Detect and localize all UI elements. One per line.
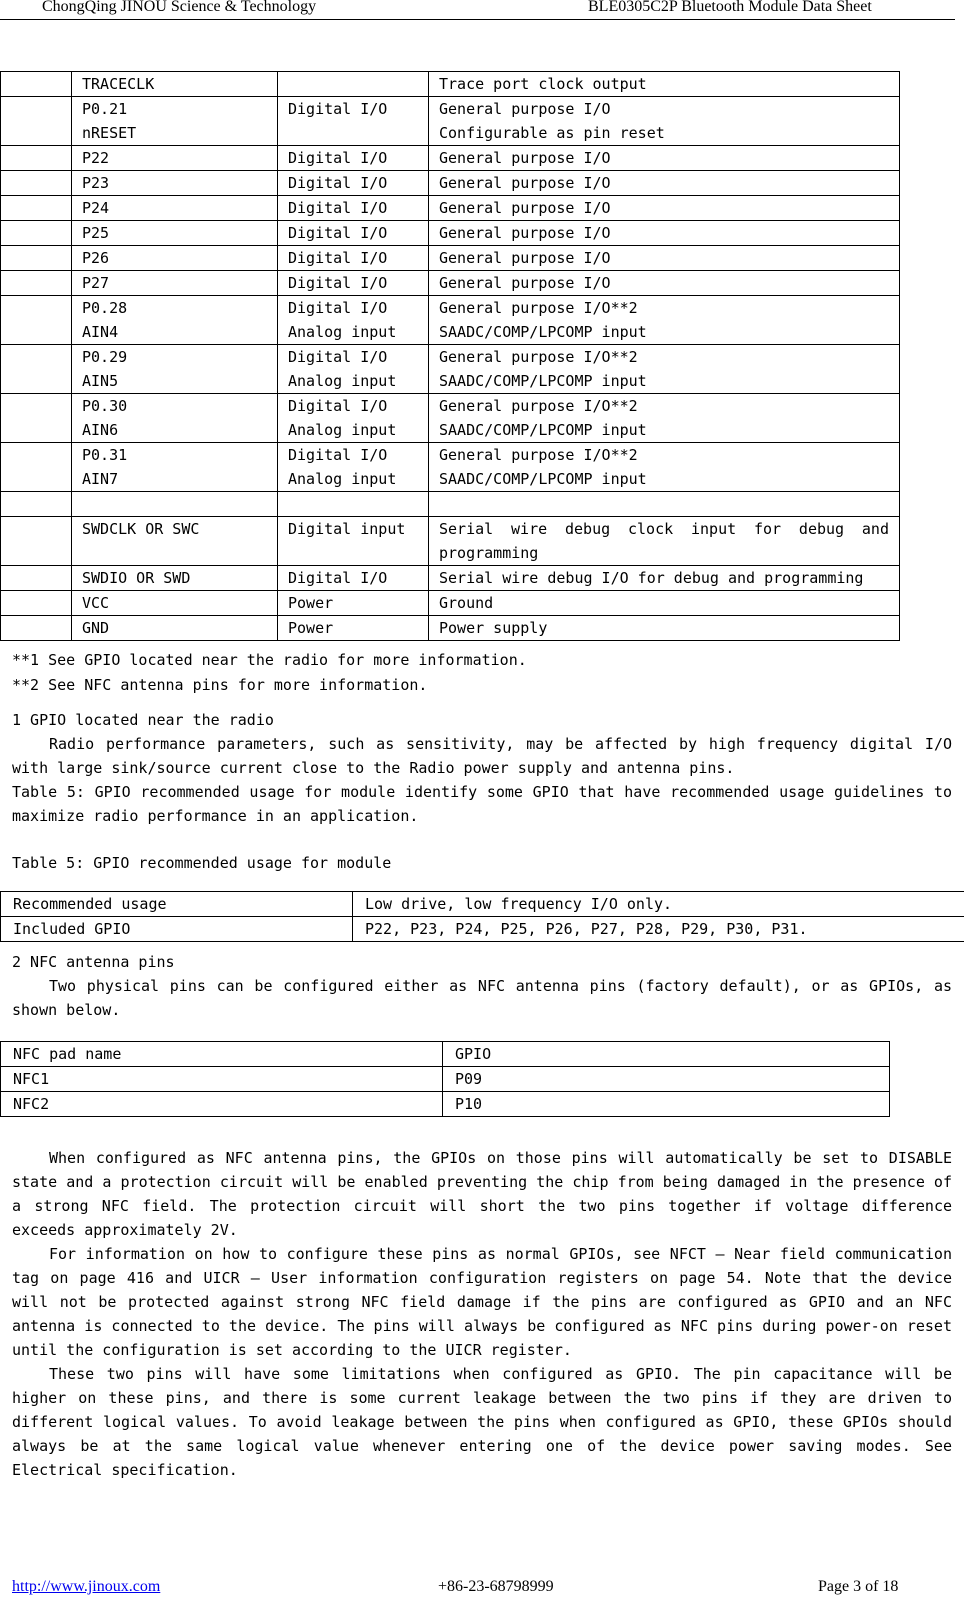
pin-number-cell [1,345,72,394]
nfc-header-gpio: GPIO [443,1042,890,1067]
table-row [1,443,900,492]
pin-type-cell: Digital I/O [278,271,429,296]
pin-number-cell [1,196,72,221]
pin-desc-cell: General purpose I/O**2 SAADC/COMP/LPCOMP input [429,443,900,492]
footnotes [12,648,952,697]
pin-desc-cell [429,492,900,517]
pin-number-cell [1,246,72,271]
pin-number-cell [1,616,72,641]
section2-para2: For information on how to configure these pins as normal GPIOs, see NFCT — Near field communication tag on page 416 and UICR — User information configuration registers on page 54. Note that the device will not be protected against strong NFC field damage if the pins are configured as GPIO and an NFC antenna is connected to the device. The pins will always be configured as NFC pins during power-on reset until the configuration is set according to the UICR register. [12,1245,952,1359]
pin-number-cell [1,443,72,492]
pin-number-cell [1,591,72,616]
pin-desc-cell: General purpose I/O [429,171,900,196]
nfc-header-pad: NFC pad name [1,1042,443,1067]
pin-table-body [1,72,900,641]
footnote-1: **1 See GPIO located near the radio for more information. [12,651,527,669]
pin-name-cell: P0.21 nRESET [72,97,278,146]
pin-name-cell: P24 [72,196,278,221]
pin-number-cell [1,394,72,443]
gpio-included-label: Included GPIO [1,917,353,942]
table-row [1,1092,890,1117]
footer-page-number: Page 3 of 18 [818,1578,899,1595]
table-row [1,345,900,394]
table-row [1,171,900,196]
page-header [0,0,964,21]
section2-para1: When configured as NFC antenna pins, the GPIOs on those pins will automatically be set to DISABLE state and a protection circuit will be enabled preventing the chip from being damaged in the presence of a strong NFC field. The protection circuit will short the two pins together if voltage difference exceeds approximately 2V. [12,1149,952,1239]
pin-type-cell: Digital I/O Analog input [278,443,429,492]
pin-desc-cell: General purpose I/O [429,271,900,296]
header-rule [0,19,955,20]
pin-desc-cell: General purpose I/O [429,221,900,246]
footer-website-link[interactable]: http://www.jinoux.com [12,1578,161,1595]
pin-desc-cell: Serial wire debug clock input for debug and programming [429,517,900,566]
pin-type-cell: Digital I/O [278,97,429,146]
table-row [1,271,900,296]
pin-name-cell [72,492,278,517]
table-row [1,566,900,591]
table-row [1,616,900,641]
header-doc-title: BLE0305C2P Bluetooth Module Data Sheet [588,0,872,15]
pin-name-cell: P26 [72,246,278,271]
table-row [1,1067,890,1092]
nfc-pad-cell: NFC1 [1,1067,443,1092]
pin-desc-cell: Serial wire debug I/O for debug and programming [429,566,900,591]
table-row [1,246,900,271]
pin-number-cell [1,146,72,171]
nfc-gpio-cell: P10 [443,1092,890,1117]
gpio-usage-value: Low drive, low frequency I/O only. [353,892,964,917]
gpio-included-value: P22, P23, P24, P25, P26, P27, P28, P29, P30, P31. [353,917,964,942]
pin-type-cell: Power [278,591,429,616]
pin-name-cell: P0.28 AIN4 [72,296,278,345]
table-row [1,492,900,517]
section1-para1: Radio performance parameters, such as sensitivity, may be affected by high frequency digital I/O with large sink/source current close to the Radio power supply and antenna pins. [12,735,952,777]
nfc-gpio-cell: P09 [443,1067,890,1092]
table-row [1,296,900,345]
pin-type-cell: Digital I/O [278,566,429,591]
pin-desc-cell: General purpose I/O Configurable as pin reset [429,97,900,146]
gpio-usage-table [0,891,964,942]
table-row [1,221,900,246]
nfc-pad-cell: NFC2 [1,1092,443,1117]
section2-intro: Two physical pins can be configured either as NFC antenna pins (factory default), or as GPIOs, as shown below. [12,977,952,1019]
pin-type-cell [278,492,429,517]
pin-name-cell: GND [72,616,278,641]
table-row [1,591,900,616]
pin-desc-cell: General purpose I/O**2 SAADC/COMP/LPCOMP input [429,296,900,345]
pin-desc-cell: General purpose I/O [429,196,900,221]
pin-name-cell: VCC [72,591,278,616]
footer-phone: +86-23-68798999 [438,1578,554,1595]
pin-name-cell: P0.31 AIN7 [72,443,278,492]
pin-name-cell: P27 [72,271,278,296]
gpio-usage-label: Recommended usage [1,892,353,917]
pin-number-cell [1,492,72,517]
footnote-2: **2 See NFC antenna pins for more information. [12,675,428,694]
pin-name-cell: P0.29 AIN5 [72,345,278,394]
pin-number-cell [1,517,72,566]
table-row [1,97,900,146]
pin-name-cell: P25 [72,221,278,246]
pin-number-cell [1,221,72,246]
table-row [1,394,900,443]
pin-desc-cell: Trace port clock output [429,72,900,97]
section2-para3: These two pins will have some limitations when configured as GPIO. The pin capacitance will be higher on these pins, and there is some current leakage between the two pins if they are driven to different logical values. To avoid leakage between the pins when configured as GPIO, these GPIOs should always be at the same logical value whenever entering one of the device power saving modes. See Electrical specification. [12,1365,952,1479]
nfc-pins-table [0,1041,890,1117]
table-row [1,72,900,97]
pin-desc-cell: Power supply [429,616,900,641]
pin-type-cell: Digital input [278,517,429,566]
table5-caption: Table 5: GPIO recommended usage for module [12,854,392,872]
pin-number-cell [1,72,72,97]
table-row [1,196,900,221]
pin-type-cell: Digital I/O Analog input [278,345,429,394]
pin-type-cell [278,72,429,97]
pin-type-cell: Digital I/O [278,221,429,246]
pin-name-cell: SWDIO OR SWD [72,566,278,591]
pin-name-cell: SWDCLK OR SWC [72,517,278,566]
pin-type-cell: Digital I/O Analog input [278,394,429,443]
pin-number-cell [1,171,72,196]
pin-number-cell [1,271,72,296]
table-row [1,146,900,171]
pin-number-cell [1,296,72,345]
pin-type-cell: Digital I/O [278,196,429,221]
table-row [1,917,964,942]
pin-type-cell: Digital I/O [278,171,429,196]
pin-table [0,71,900,641]
header-company: ChongQing JINOU Science & Technology [42,0,317,15]
pin-desc-cell: General purpose I/O**2 SAADC/COMP/LPCOMP input [429,345,900,394]
pin-type-cell: Digital I/O [278,146,429,171]
pin-desc-cell: Ground [429,591,900,616]
pin-desc-cell: General purpose I/O [429,246,900,271]
pin-number-cell [1,566,72,591]
pin-name-cell: P23 [72,171,278,196]
pin-name-cell: P0.30 AIN6 [72,394,278,443]
table-row [1,892,964,917]
pin-type-cell: Digital I/O [278,246,429,271]
pin-type-cell: Digital I/O Analog input [278,296,429,345]
pin-name-cell: P22 [72,146,278,171]
table-header-row [1,1042,890,1067]
pin-type-cell: Power [278,616,429,641]
table-row [1,517,900,566]
section1-heading: 1 GPIO located near the radio [12,711,274,729]
pin-desc-cell: General purpose I/O**2 SAADC/COMP/LPCOMP input [429,394,900,443]
pin-number-cell [1,97,72,146]
section2-heading: 2 NFC antenna pins [12,953,175,971]
pin-desc-cell: General purpose I/O [429,146,900,171]
pin-name-cell: TRACECLK [72,72,278,97]
section1-para2: Table 5: GPIO recommended usage for module identify some GPIO that have recommended usage guidelines to maximize radio performance in an application. [12,783,952,825]
